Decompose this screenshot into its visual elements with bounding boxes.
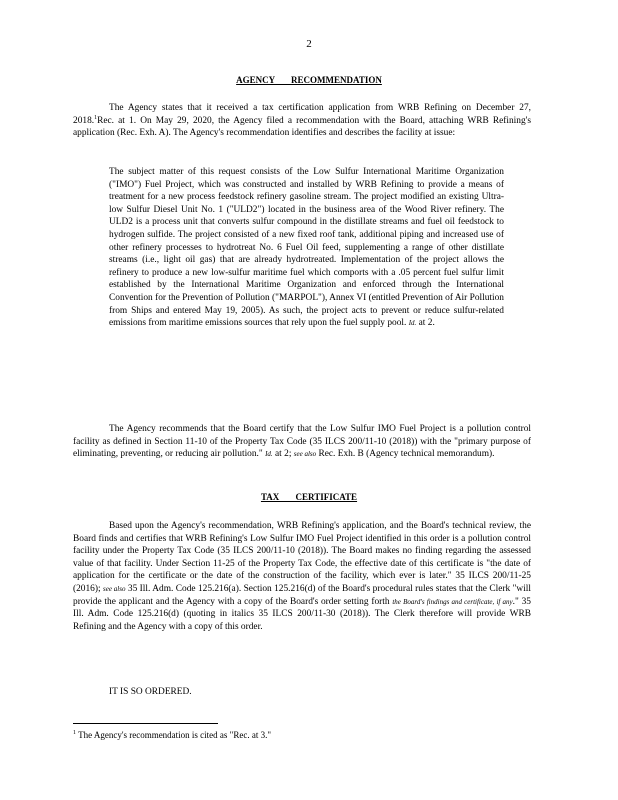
footnote-text: The Agency's recommendation is cited as "Rec. at 3.": [78, 730, 272, 740]
footnote-marker: 1: [73, 730, 76, 736]
p2-mid: at 2;: [275, 449, 292, 460]
quote-citation-id: Id.: [408, 319, 417, 328]
tax-certificate-heading: [0, 492, 618, 502]
agency-recommendation-heading: [0, 75, 618, 85]
heading-text: AGENCY RECOMMENDATION: [236, 75, 382, 85]
p3-italic-quote: the Board's findings and certificate, if any: [392, 597, 513, 606]
agency-recommends-paragraph: [73, 423, 531, 461]
p2-end: Rec. Exh. B (Agency technical memorandum).: [318, 449, 495, 460]
quote-citation-page: at 2.: [418, 318, 435, 329]
block-quote: [109, 166, 504, 330]
p3-see-also: see also: [103, 584, 126, 593]
intro-paragraph: [73, 102, 531, 140]
intro-text-a: The Agency states that it received a tax certification application from WRB Refining on December 27, 2018.: [73, 103, 531, 126]
p2-text-a: The Agency recommends that the Board certify that the Low Sulfur IMO Fuel Project is a pollution control facility as defined in Section 11-10 of the Property Tax Code (35 ILCS 200/11-10 (2018)) with the "primary purpose of eliminating, preventing, or reducing air pollution.": [73, 424, 531, 460]
p2-see-also: see also: [293, 450, 317, 459]
intro-text-b: Rec. at 1. On May 29, 2020, the Agency filed a recommendation with the Board, attaching WRB Refining's application (Rec. Exh. A). The Agency's recommendation identifies and describes the facility at issue:: [73, 115, 531, 139]
findings-paragraph: [73, 520, 531, 633]
quote-text: The subject matter of this request consists of the Low Sulfur International Maritime Organization ("IMO") Fuel Project, which was constructed and installed by WRB Refining to provide a means of treatment for a new process feedstock refinery gasoline stream. The project modified an existing Ultra-low Sulfur Diesel Unit No. 1 ("ULD2") located in the business area of the Wood River refinery. The ULD2 is a process unit that converts sulfur compound in the distillate streams and fuel oil feedstock to hydrogen sulfide. The project consisted of a new fixed roof tank, additional piping and increased use of other refinery processes to hydrotreat No. 6 Fuel Oil feed, supplementing a range of other distillate streams (i.e., light oil gas) that are already hydrotreated. Implementation of the project allows the refinery to produce a new low-sulfur maritime fuel which comports with a .05 percent fuel sulfur limit established by the International Maritime Organization and enforced through the International Convention for the Prevention of Pollution ("MARPOL"), Annex VI (entitled Prevention of Air Pollution from Ships and entered May 19, 2005). As such, the project acts to prevent or reduce sulfur-related emissions from maritime emissions sources that rely upon the fuel supply pool.: [109, 167, 504, 329]
p3-text-a: Based upon the Agency's recommendation, WRB Refining's application, and the Board's technical review, the Board finds and certifies that WRB Refining's Low Sulfur IMO Fuel Project identified in this order is a pollution control facility under the Property Tax Code (35 ILCS 200/11-10 (2018)). The Board makes no finding regarding the assessed value of that facility. Under Section 11-25 of the Property Tax Code, the effective date of this certificate is "the date of application for the certificate or the date of the construction of the facility, which ever is later." 35 ILCS 200/11-25 (2016);: [73, 521, 531, 594]
footnote-divider: [73, 723, 218, 724]
footnote: [73, 730, 271, 740]
p3-text-b: 35 Ill. Adm. Code 125.216(a). Section 125.216(d) of the Board's procedural rules states that the Clerk "will provide the applicant and the Agency with a copy of the Board's order setting forth: [73, 583, 532, 607]
order-statement: IT IS SO ORDERED.: [109, 687, 192, 697]
p3-text-c: ." 35 Ill. Adm. Code 125.216(d) (quoting in italics 35 ILCS 200/11-30 (2018)). The Clerk therefore will provide WRB Refining and the Agency with a copy of this order.: [73, 596, 531, 632]
heading-text: TAX CERTIFICATE: [260, 492, 358, 502]
footnote-ref: 1: [94, 114, 98, 121]
p2-id: Id.: [265, 450, 273, 459]
page-number: 2: [306, 38, 312, 50]
